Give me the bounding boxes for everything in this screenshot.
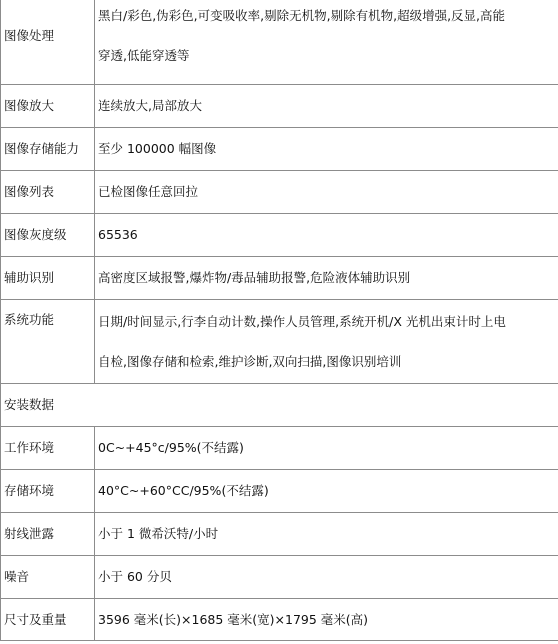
row-value-line: 自检,图像存储和检索,维护诊断,双向扫描,图像识别培训	[98, 353, 402, 369]
row-value: 3596 毫米(长)×1685 毫米(宽)×1795 毫米(高)	[95, 599, 558, 641]
table-row	[1, 128, 558, 171]
row-value: 65536	[95, 214, 558, 257]
row-label: 噪音	[1, 556, 95, 599]
row-label: 存储环境	[1, 470, 95, 513]
table-row	[1, 85, 558, 128]
table-row	[1, 513, 558, 556]
row-value-line: 黑白/彩色,伪彩色,可变吸收率,剔除无机物,剔除有机物,超级增强,反显,高能	[98, 7, 506, 23]
row-label: 图像列表	[1, 171, 95, 214]
row-value-line: 日期/时间显示,行李自动计数,操作人员管理,系统开机/X 光机出束计时上电	[98, 313, 506, 329]
row-value: 高密度区域报警,爆炸物/毒品辅助报警,危险液体辅助识别	[95, 257, 558, 300]
table-row	[1, 427, 558, 470]
row-label: 图像存储能力	[1, 128, 95, 171]
row-value: 小于 60 分贝	[95, 556, 558, 599]
row-label: 工作环境	[1, 427, 95, 470]
row-value: 至少 100000 幅图像	[95, 128, 558, 171]
table-row	[1, 300, 558, 384]
row-value	[95, 0, 558, 85]
row-label: 图像处理	[1, 0, 95, 85]
table-row	[1, 214, 558, 257]
row-value: 小于 1 微希沃特/小时	[95, 513, 558, 556]
row-value: 40°C~+60°CC/95%(不结露)	[95, 470, 558, 513]
row-value	[95, 300, 558, 384]
table-row	[1, 556, 558, 599]
table-row	[1, 599, 558, 641]
row-label: 图像放大	[1, 85, 95, 128]
section-row	[1, 384, 558, 427]
row-label: 系统功能	[1, 300, 95, 384]
row-label: 射线泄露	[1, 513, 95, 556]
row-label: 图像灰度级	[1, 214, 95, 257]
row-label: 尺寸及重量	[1, 599, 95, 641]
table-row	[1, 0, 558, 85]
row-value-line: 穿透,低能穿透等	[98, 47, 190, 63]
row-value: 连续放大,局部放大	[95, 85, 558, 128]
table-row	[1, 257, 558, 300]
table-row	[1, 171, 558, 214]
table-row	[1, 470, 558, 513]
row-label: 辅助识别	[1, 257, 95, 300]
section-title: 安装数据	[1, 384, 558, 427]
row-value: 0C~+45°c/95%(不结露)	[95, 427, 558, 470]
row-value: 已检图像任意回拉	[95, 171, 558, 214]
